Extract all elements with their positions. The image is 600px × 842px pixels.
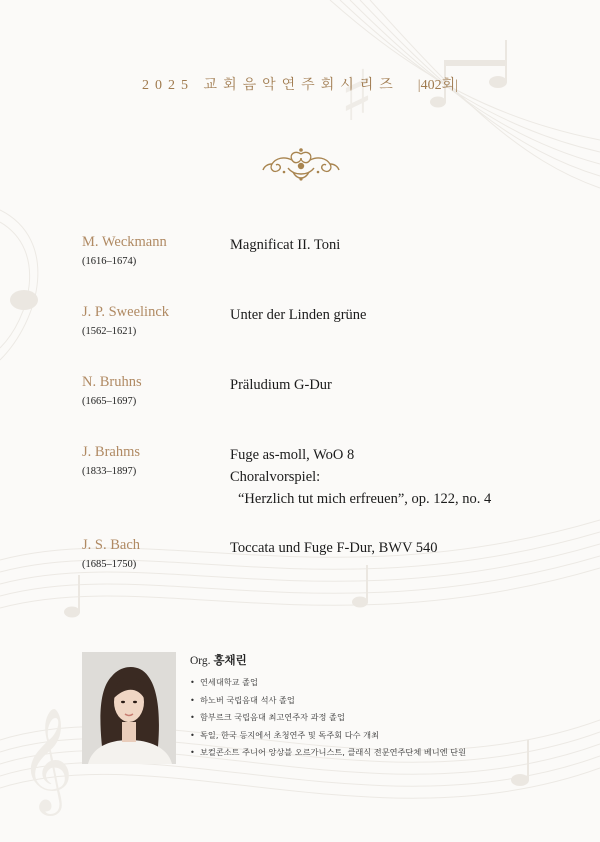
composer-name: J. P. Sweelinck — [82, 304, 169, 320]
composer-years: (1562–1621) — [82, 326, 137, 337]
work-line: Choralvorspiel: — [230, 469, 321, 485]
work-line: Toccata und Fuge F-Dur, BWV 540 — [230, 540, 438, 556]
work-line: Unter der Linden grüne — [230, 307, 367, 323]
composer-years: (1685–1750) — [82, 559, 137, 570]
portrait-illustration — [82, 652, 176, 764]
bio-item — [190, 744, 590, 762]
composer-name: J. Brahms — [82, 444, 140, 460]
bio-text: 하노버 국립음대 석사 졸업 — [200, 694, 295, 705]
bio-item — [190, 727, 590, 745]
performer-name-line — [190, 652, 590, 668]
series-header — [0, 74, 600, 94]
bullet-icon: • — [190, 694, 195, 705]
bio-text: 연세대학교 졸업 — [200, 677, 258, 687]
bullet-icon: • — [190, 729, 195, 740]
bio-text: 독일, 한국 등지에서 초청연주 및 독주회 다수 개최 — [200, 729, 380, 740]
bullet-icon: • — [190, 677, 195, 687]
work-line: Fuge as-moll, WoO 8 — [230, 447, 355, 463]
bio-item — [190, 692, 590, 710]
performer-bio — [190, 652, 590, 762]
bullet-icon: • — [190, 747, 195, 757]
work-line: Präludium G-Dur — [230, 377, 332, 393]
svg-text:♯: ♯ — [340, 55, 374, 137]
series-title: 2025 교회음악연주회시리즈 — [142, 78, 399, 93]
composer-name: J. S. Bach — [82, 537, 140, 553]
bio-text: 함부르크 국립음대 최고연주자 과정 졸업 — [200, 712, 345, 722]
performer-name: 홍채린 — [213, 655, 247, 667]
work-line: “Herzlich tut mich erfreuen”, op. 122, no. 4 — [238, 491, 492, 507]
bullet-icon: • — [190, 712, 195, 722]
composer-years: (1616–1674) — [82, 256, 137, 267]
composer-years: (1833–1897) — [82, 466, 137, 477]
work-title — [230, 304, 367, 326]
ornament-icon — [262, 146, 340, 184]
composer-years: (1665–1697) — [82, 396, 137, 407]
work-title — [230, 537, 438, 559]
series-number: |402회| — [417, 78, 458, 93]
work-title — [230, 374, 332, 396]
performer-photo — [82, 652, 176, 764]
work-title — [230, 444, 491, 510]
work-title — [230, 234, 340, 256]
work-line: Magnificat II. Toni — [230, 237, 341, 253]
composer-name: N. Bruhns — [82, 374, 142, 390]
bio-text: 보컬콘소트 주니어 앙상블 오르가니스트, 클래식 전문연주단체 베니엔 단원 — [200, 747, 467, 757]
performer-role: Org. — [190, 655, 211, 667]
composer-name: M. Weckmann — [82, 234, 167, 250]
bio-list — [190, 674, 590, 762]
bio-item — [190, 709, 590, 727]
svg-text:𝄞: 𝄞 — [20, 707, 74, 812]
bio-item — [190, 674, 590, 692]
